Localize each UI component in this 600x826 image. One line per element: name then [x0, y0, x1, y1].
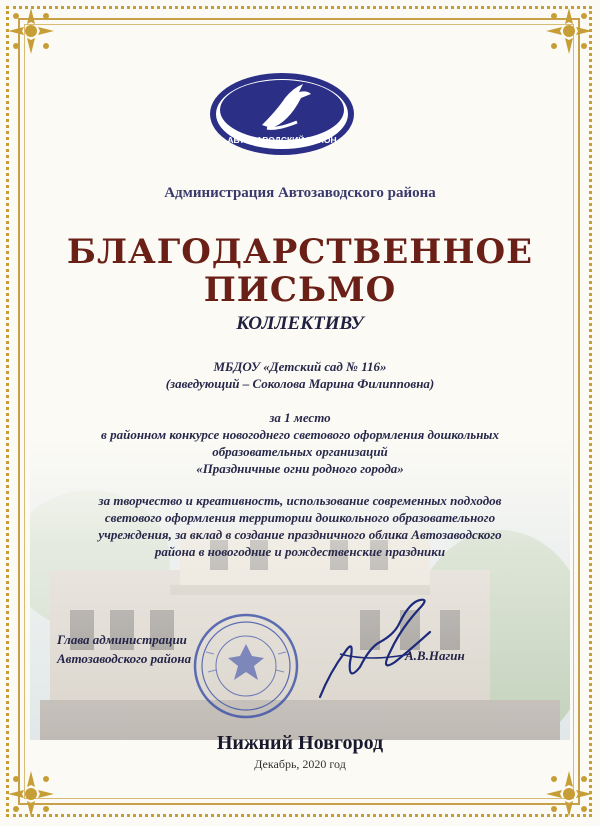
organization-name: МБДОУ «Детский сад № 116» [213, 359, 387, 374]
official-stamp-icon [192, 612, 300, 720]
document-date: Декабрь, 2020 год [254, 757, 346, 771]
corner-ornament-icon [542, 767, 596, 821]
logo-text: АВТОЗАВОДСКИЙ РАЙОН [227, 135, 337, 145]
document-title-line2: ПИСЬМО [203, 270, 397, 310]
position-line: Глава администрации [57, 632, 187, 647]
award-line: в районном конкурсе новогоднего светового оформления дошкольных [101, 427, 499, 442]
merit-line: района в новогодние и рождественские праздники [154, 544, 446, 559]
merit-line: за творчество и креативность, использование современных подходов [98, 493, 502, 508]
signatory-position [57, 630, 191, 668]
award-text [40, 409, 560, 477]
recipient-organization [40, 358, 560, 392]
organization-head: (заведующий – Соколова Марина Филипповна) [165, 376, 435, 391]
corner-ornament-icon [4, 767, 58, 821]
corner-ornament-icon [542, 4, 596, 58]
administration-heading: Администрация Автозаводского района [164, 185, 436, 201]
city-name: Нижний Новгород [216, 732, 384, 754]
merit-line: светового оформления территории дошкольного образовательного [104, 510, 496, 525]
document-title-line1: БЛАГОДАРСТВЕННОЕ [66, 232, 534, 272]
recipient-heading: КОЛЛЕКТИВУ [236, 313, 364, 334]
award-line: за 1 место [269, 410, 331, 425]
award-line: образовательных организаций [212, 444, 388, 459]
signatory-name: А.В.Нагин [405, 648, 465, 663]
corner-ornament-icon [4, 4, 58, 58]
district-logo [207, 70, 357, 158]
merit-line: учреждения, за вклад в создание праздничного облика Автозаводского [98, 527, 502, 542]
award-line: «Праздничные огни родного города» [196, 461, 404, 476]
position-line: Автозаводского района [57, 651, 192, 666]
merit-text [40, 492, 560, 560]
